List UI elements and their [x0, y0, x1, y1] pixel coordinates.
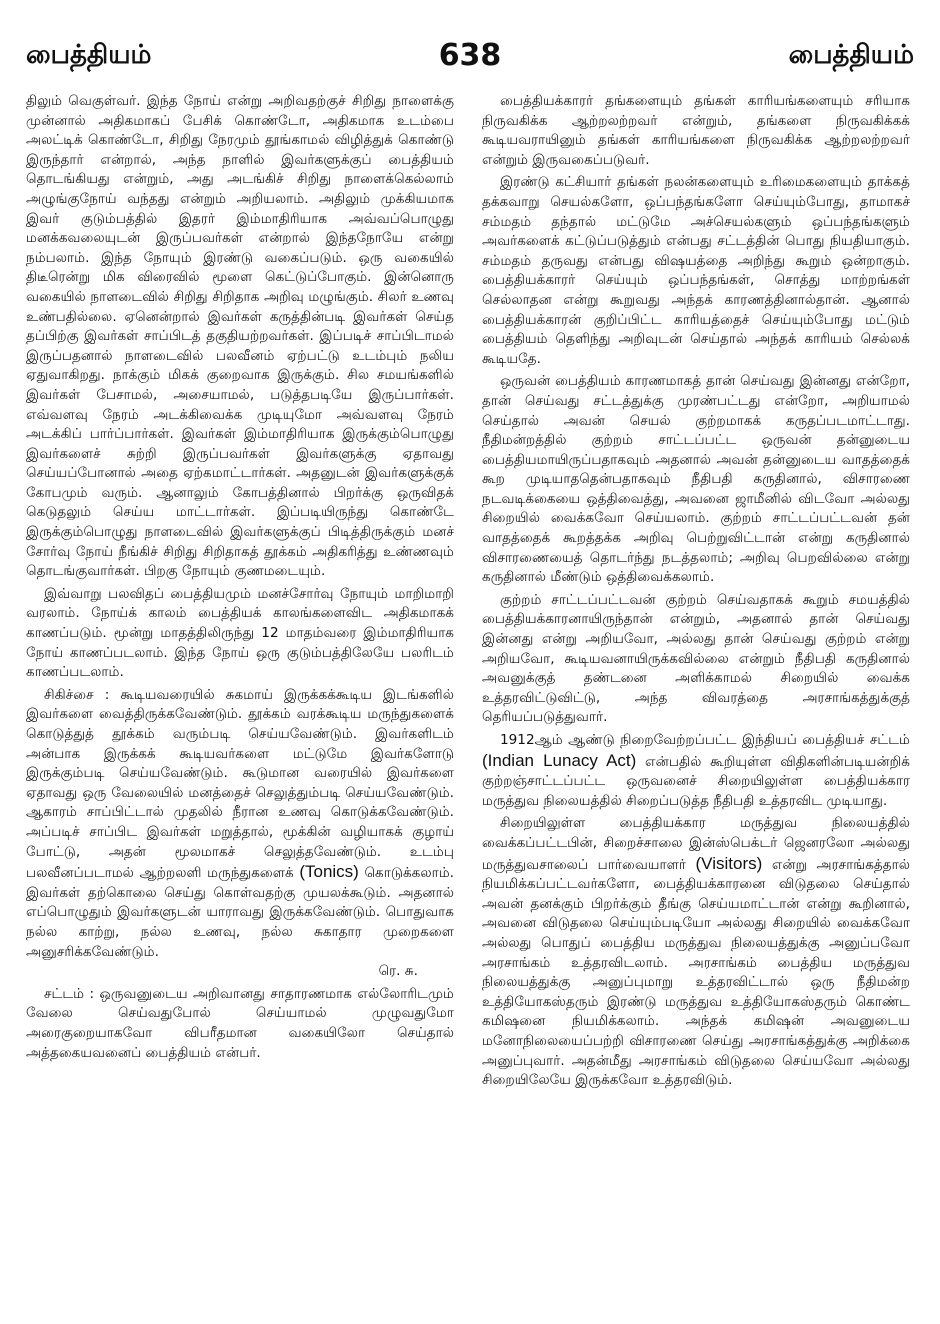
paragraph-text: சிகிச்சை : கூடியவரையில் சுகமாய் இருக்கக்கூடிய இடங்களில் இவர்களை வைத்திருக்கவேண்டும். தூக்கம் வரக்கூடிய மருந்துகளைக் கொடுத்துத் தூக்கம் வரும்படி செய்யவேண்டும். இவர்களிடம் அன்பாக இருக்கக் கூடியவர்களை மட்டுமே இவர்களோடு இருக்கும்படி செய்யவேண்டும். கூடுமான வரையில் இவர்களை ஏதாவது ஒரு வேலையில் மனத்தைச் செலுத்தும்படி செய்யவேண்டும். ஆகாரம் சாப்பிட்டால் முதலில் நீரான உணவு கொடுக்கவேண்டும். அப்படிச் சாப்பிட இவர்கள் மறுத்தால், மூக்கின் வழியாகக் குழாய் போட்டு, அதன் மூலமாகச் செலுத்தவேண்டும். உடம்பு பலவீனப்படாமல் ஆற்றலளி மருந்துகளைக் — [26, 686, 454, 882]
text-columns — [26, 92, 910, 1302]
author-initials: ரெ. சு. — [378, 963, 418, 980]
paragraph-text: சிறையிலுள்ள பைத்தியக்கார மருத்துவ நிலையத்தில் வைக்கப்பட்டபின், சிறைச்சாலை இன்ஸ்பெக்டர் ஜெனரலோ அல்லது மருத்துவசாலைப் பார்வையாளர் — [482, 815, 910, 873]
running-head-left: பைத்தியம் — [26, 40, 152, 70]
paragraph-text: என்பதில் கூறியுள்ள விதிகளின்படியன்றிக் குற்றஞ்சாட்டப்பட்ட ஒருவனைச் சிறையிலுள்ள பைத்தியக்கார மருத்துவ நிலையத்தில் சிறைப்படுத்த நீதிபதி உத்தரவிட முடியாது. — [482, 753, 910, 809]
paragraph-text: கொடுக்கலாம். இவர்கள் தற்கொலை செய்து கொள்வதற்கு முயலக்கூடும். அதனால் எப்பொழுதும் இவர்களுடன் யாராவது இருக்கவேண்டும். பொதுவாக நல்ல காற்று, நல்ல உணவு, நல்ல சுகாதார முறைகளை அனுசரிக்கவேண்டும். — [26, 865, 454, 960]
paragraph-visitors — [482, 814, 910, 1090]
paragraph: இரண்டு கட்சியார் தங்கள் நலன்களையும் உரிமைகளையும் தாக்கத் தக்கவாறு செயல்களோ, ஒப்பந்தங்களோ செய்யும்போது, தாமாகச் சம்மதம் தந்தால் மட்டுமே அச்செயல்களும் ஒப்பந்தங்களும் அவர்களைக் கட்டுப்படுத்தும் என்பது சட்டத்தின் பொது நியதியாகும். சம்மதம் தருவது என்பது விஷயத்தை அறிந்து கூறும் ஒன்றாகும். பைத்தியக்காரர் செய்யும் ஒப்பந்தங்கள், சொத்து மாற்றங்கள் செல்லாதன என்று கூறுவது அந்தக் காரணத்தினால்தான். ஆனால் பைத்தியக்காரன் குறிப்பிட்ட காரியத்தைச் செய்யும்போது மட்டும் பைத்தியம் தெளிந்து அறிவுடன் செய்தால் அந்தக் காரியம் செல்லக் கூடியதே. — [482, 174, 910, 367]
right-column — [482, 92, 910, 1302]
paragraph-treatment — [26, 686, 454, 982]
english-term: (Indian Lunacy Act) — [482, 750, 637, 770]
english-term: (Tonics) — [299, 862, 359, 882]
paragraph-text: 1912ஆம் ஆண்டு நிறைவேற்றப்பட்ட இந்தியப் பைத்தியச் சட்டம் — [500, 732, 910, 748]
paragraph-act — [482, 731, 910, 811]
running-head-right: பைத்தியம் — [788, 40, 914, 70]
left-column — [26, 92, 454, 1302]
page-number: 638 — [438, 38, 502, 73]
english-term: (Visitors) — [695, 853, 763, 873]
paragraph: திலும் வெகுள்வர். இந்த நோய் என்று அறிவதற்குச் சிறிது நாளைக்கு முன்னால் அதிகமாகப் பேசிக் கொண்டோ, அதிகமாக உடம்பை அலட்டிக் கொண்டோ, சிறிது நேரமும் தூங்காமல் விழித்துக் கொண்டு இருந்தார் என்றால், அந்த நாளில் இவர்களுக்குப் பைத்தியம் தொடங்கியது என்றும், அது அடங்கிச் சிறிது நாளைக்கெல்லாம் அழுங்குநோய் வந்தது என்றும் அறியலாம். அதிலும் முக்கியமாக இவர் குடும்பத்தில் இதரர் இம்மாதிரியாக அவ்வப்பொழுது மனக்கவலையுடன் இருப்பவர்கள் என்றால் இந்தநோயே என்று நம்பலாம். இந்த நோயும் இரண்டு வகைப்படும். ஒரு வகையில் திடீரென்று மிக விரைவில் மூளை கெட்டுப்போகும். இன்னொரு வகையில் நாளடைவில் சிறிது சிறிதாக அறிவு மழுங்கும். சிலர் உணவு உண்பதில்லை. ஏனென்றால் இவர்கள் கருத்தின்படி இவர்கள் செய்த தப்பிற்கு இவர்கள் சாப்பிடத் தகுதியற்றவர்கள். இப்படிச் சாப்பிடாமல் இருப்பதனால் நாளடைவில் பலவீனம் ஏற்பட்டு உடம்பும் நலிய ஏதுவாகிறது. நாக்கும் மிகக் குறைவாக இருக்கும். சில சமயங்களில் இவர்கள் பேசாமல், அசையாமல், படுத்தபடியே இருப்பார்கள். எவ்வளவு நேரம் அடக்கிவைக்க முடியுமோ அவ்வளவு நேரம் அடக்கிப் பார்ப்பார்கள். இவர்கள் இம்மாதிரியாக இருக்கும்பொழுது இவர்களைச் சுற்றி இருப்பவர்கள் இவர்களுக்கு ஏதாவது செய்யப்போனால் அதை ஏற்கமாட்டார்கள். அதனுடன் இவர்களுக்குக் கோபமும் வரும். ஆனாலும் கோபத்தினால் பிறர்க்கு ஒருவிதக் கெடுதலும் செய்ய மாட்டார்கள். இப்படியிருந்து கொண்டே இருக்கும்பொழுது நாளடைவில் இவர்களுக்குப் பிடித்திருக்கும் மனச் சோர்வு நோய் நீங்கிச் சிறிது சிறிதாகத் தூக்கம் அதிகரித்து உண்ணவும் தொடங்குவார்கள். பிறகு நோயும் குணமடையும். — [26, 93, 454, 580]
paragraph-text: என்று அரசாங்கத்தால் நியமிக்கப்பட்டவர்களோ, பைத்தியக்காரனை விடுதலை செய்தால் அவன் தனக்கும் பிறர்க்கும் தீங்கு செய்யமாட்டான் என்று கூறினால், அவனை விடுதலை செய்யும்படியோ அல்லது சிறையில் வைக்கவோ அல்லது பொதுப் பைத்திய மருத்துவ நிலையத்துக்கு அனுப்பவோ அரசாங்கம் உத்தரவிடலாம். அரசாங்கம் பைத்திய மருத்துவ நிலையத்துக்கு அனுப்புமாறு உத்தரவிட்டால் ஒரு நீதிமன்ற உத்தியோகஸ்தரும் இரண்டு மருத்துவ உத்தியோகஸ்தரும் கொண்ட கமிஷனை நியமிக்கலாம். அந்தக் கமிஷன் அவனுடைய மனோநிலையைப்பற்றி விசாரணை செய்து அரசாங்கத்துக்கு அறிக்கை அனுப்புவார். அதன்மீது அரசாங்கம் விடுதலை செய்யவோ அல்லது சிறையிலேயே இருக்கவோ உத்தரவிடும். — [482, 856, 910, 1089]
paragraph: பைத்தியக்காரர் தங்களையும் தங்கள் காரியங்களையும் சரியாக நிருவகிக்க ஆற்றலற்றவர் என்றும், தங்களை நிருவகிக்கக் கூடியவராயினும் தங்கள் காரியங்களை நிருவகிக்க ஆற்றலற்றவர் என்றும் இருவகைப்படுவர். — [482, 93, 910, 168]
paragraph: இவ்வாறு பலவிதப் பைத்தியமும் மனச்சோர்வு நோயும் மாறிமாறி வரலாம். நோய்க் காலம் பைத்தியக் காலங்களைவிட அதிகமாகக் காணப்படும். மூன்று மாதத்திலிருந்து 12 மாதம்வரை இம்மாதிரியாக நோய் காணப்படலாம். இந்த நோய் ஒரு குடும்பத்திலேயே பலரிடம் காணப்படலாம். — [26, 585, 454, 681]
paragraph: ஒருவன் பைத்தியம் காரணமாகத் தான் செய்வது இன்னது என்றோ, தான் செய்வது சட்டத்துக்கு முரண்பட்டது என்றோ, அறியாமல் செய்தால் அவன் செயல் குற்றமாகக் கருதப்படமாட்டாது. நீதிமன்றத்தில் குற்றம் சாட்டப்பட்ட ஒருவன் தன்னுடைய பைத்தியமாயிருப்பதாகவும் அதனால் அவன் தன்னுடைய வாதத்தைக் கூற முடியாததென்பதாகவும் நீதிபதி கருதினால், விசாரணை நடவடிக்கையை ஒத்திவைத்து, அவனை ஜாமீனில் விடவோ அல்லது சிறையில் வைக்கவோ செய்யலாம். குற்றம் சாட்டப்பட்டவன் தன் வாதத்தைக் கூறத்தக்க அறிவு பெற்றுவிட்டான் என்று கருதினால் விசாரணையைத் தொடர்ந்து நடத்தலாம்; அறிவு பெறவில்லை என்று கருதினால் மீண்டும் ஒத்திவைக்கலாம். — [482, 373, 910, 586]
page-header — [26, 40, 914, 80]
paragraph: குற்றம் சாட்டப்பட்டவன் குற்றம் செய்வதாகக் கூறும் சமயத்தில் பைத்தியக்காரனாயிருந்தான் என்றும், அதனால் தான் செய்வது இன்னது என்று அறியவோ, அல்லது தான் செய்வது குற்றம் என்று அறியவோ, கூடியவனாயிருக்கவில்லை என்றும் நீதிபதி கருதினால் அவனுக்குத் தண்டனை அளிக்காமல் சிறையில் வைக்க உத்தரவிட்டுவிட்டு, அந்த விவரத்தை அரசாங்கத்துக்குத் தெரியப்படுத்துவார். — [482, 591, 910, 726]
paragraph-law: சட்டம் : ஒருவனுடைய அறிவானது சாதாரணமாக எல்லோரிடமும் வேலை செய்வதுபோல் செய்யாமல் முழுவதுமோ அரைகுறையாகவோ விபரீதமான வகையிலோ செய்தால் அத்தகையவனைப் பைத்தியம் என்பர். — [26, 985, 454, 1061]
